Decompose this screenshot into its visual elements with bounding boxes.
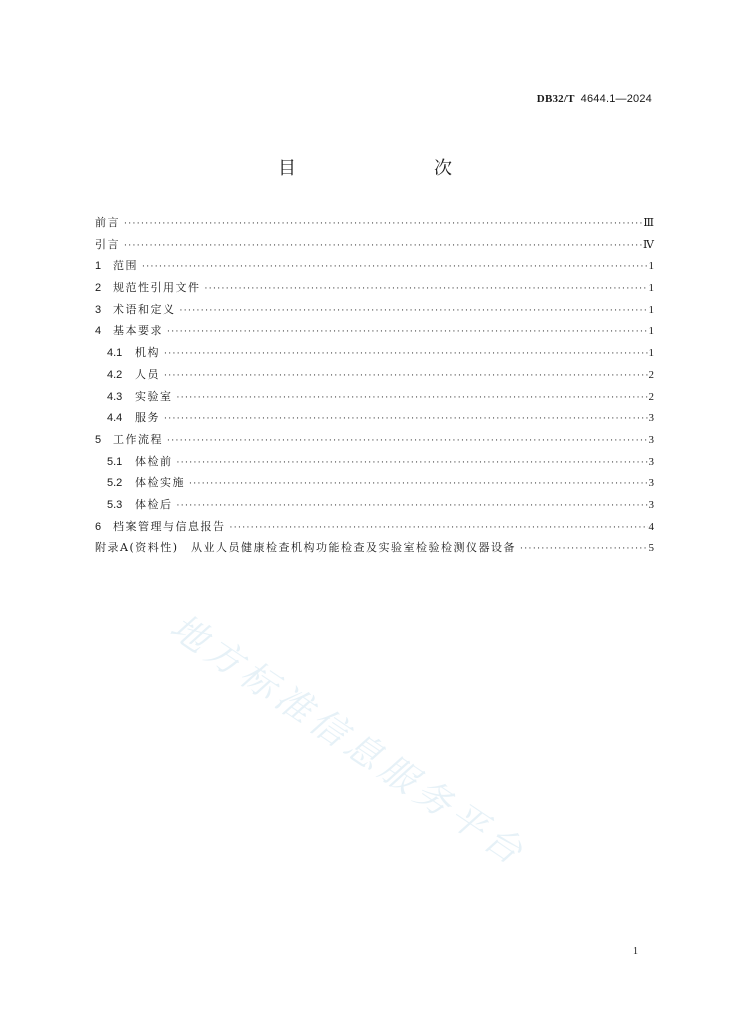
document-code bbox=[537, 93, 652, 105]
toc-leader-dots bbox=[167, 327, 648, 337]
toc-entry[interactable] bbox=[95, 236, 654, 258]
toc-entry-number: 3 bbox=[95, 303, 102, 316]
watermark: 地方标准信息服务平台 bbox=[162, 606, 534, 876]
toc-entry-number: 4.2 bbox=[107, 368, 123, 381]
toc-entry[interactable] bbox=[95, 474, 654, 496]
toc-leader-dots bbox=[167, 436, 648, 446]
toc-entry[interactable] bbox=[95, 214, 654, 236]
toc-leader-dots bbox=[177, 458, 648, 468]
toc-entry-label: 实验室 bbox=[135, 389, 173, 403]
table-of-contents bbox=[95, 214, 654, 561]
toc-entry-page: 3 bbox=[648, 433, 654, 446]
page-number: 1 bbox=[633, 946, 638, 957]
toc-leader-dots bbox=[164, 349, 648, 359]
toc-entry-page: Ⅲ bbox=[643, 217, 654, 229]
toc-entry-label: 基本要求 bbox=[113, 324, 163, 338]
toc-entry-label: 机构 bbox=[135, 346, 160, 360]
toc-entry-label: 体检前 bbox=[135, 454, 173, 468]
toc-entry-number: 5.3 bbox=[107, 498, 123, 511]
toc-entry-page: 5 bbox=[648, 542, 654, 555]
toc-entry-label: 服务 bbox=[135, 411, 160, 425]
toc-entry-page: 4 bbox=[648, 520, 654, 533]
toc-entry-page: 1 bbox=[648, 347, 654, 360]
toc-leader-dots bbox=[124, 219, 642, 229]
toc-entry[interactable] bbox=[95, 279, 654, 301]
toc-leader-dots bbox=[520, 544, 647, 554]
toc-entry-label: 档案管理与信息报告 bbox=[113, 519, 226, 533]
toc-entry[interactable] bbox=[95, 322, 654, 344]
toc-entry-label: 体检后 bbox=[135, 497, 173, 511]
toc-entry-label: 人员 bbox=[135, 367, 160, 381]
toc-entry[interactable] bbox=[95, 257, 654, 279]
toc-entry-number: 4.4 bbox=[107, 412, 123, 425]
toc-entry-page: 3 bbox=[648, 477, 654, 490]
toc-entry-number: 2 bbox=[95, 282, 102, 295]
toc-entry-label: 术语和定义 bbox=[113, 302, 176, 316]
toc-entry-number: 5 bbox=[95, 433, 102, 446]
toc-entry-page: 2 bbox=[648, 368, 654, 381]
toc-leader-dots bbox=[189, 479, 648, 489]
page-title: 目 次 bbox=[278, 158, 486, 179]
toc-entry[interactable] bbox=[95, 344, 654, 366]
toc-entry-number: 1 bbox=[95, 260, 102, 273]
toc-entry-page: Ⅳ bbox=[643, 238, 654, 251]
toc-entry[interactable] bbox=[95, 366, 654, 388]
document-code-prefix: DB32/T bbox=[536, 93, 575, 105]
toc-entry-label: 工作流程 bbox=[113, 432, 163, 446]
toc-entry-label: 范围 bbox=[113, 259, 138, 273]
toc-entry-page: 3 bbox=[648, 455, 654, 468]
toc-entry-page: 1 bbox=[648, 303, 654, 316]
toc-leader-dots bbox=[177, 393, 648, 403]
toc-entry-number: 4.1 bbox=[107, 347, 123, 360]
toc-entry-label: 体检实施 bbox=[135, 476, 185, 490]
toc-leader-dots bbox=[142, 262, 648, 272]
toc-entry-label: 附录A(资料性) 从业人员健康检查机构功能检查及实验室检验检测仪器设备 bbox=[95, 541, 517, 555]
toc-entry[interactable] bbox=[95, 539, 654, 561]
toc-entry[interactable] bbox=[95, 431, 654, 453]
toc-leader-dots bbox=[180, 306, 648, 316]
toc-entry[interactable] bbox=[95, 453, 654, 475]
toc-entry[interactable] bbox=[95, 518, 654, 540]
toc-leader-dots bbox=[124, 241, 642, 251]
toc-entry-page: 1 bbox=[648, 325, 654, 338]
toc-leader-dots bbox=[230, 523, 648, 533]
toc-entry[interactable] bbox=[95, 301, 654, 323]
toc-entry-page: 1 bbox=[648, 260, 654, 273]
toc-entry-page: 3 bbox=[648, 498, 654, 511]
toc-entry[interactable] bbox=[95, 409, 654, 431]
toc-entry-label: 前言 bbox=[95, 216, 120, 229]
toc-leader-dots bbox=[164, 371, 648, 381]
toc-entry-number: 5.1 bbox=[107, 455, 123, 468]
toc-entry-number: 4 bbox=[95, 325, 102, 338]
toc-entry-page: 2 bbox=[648, 390, 654, 403]
toc-entry-page: 1 bbox=[648, 282, 654, 295]
toc-leader-dots bbox=[164, 414, 648, 424]
toc-leader-dots bbox=[177, 501, 648, 511]
toc-entry-label: 规范性引用文件 bbox=[113, 281, 201, 295]
document-code-number: 4644.1—2024 bbox=[580, 93, 652, 105]
toc-leader-dots bbox=[205, 284, 648, 294]
toc-entry-number: 5.2 bbox=[107, 477, 123, 490]
toc-entry[interactable] bbox=[95, 496, 654, 518]
toc-entry-label: 引言 bbox=[95, 237, 120, 251]
toc-entry-number: 4.3 bbox=[107, 390, 123, 403]
toc-entry[interactable] bbox=[95, 388, 654, 410]
toc-entry-number: 6 bbox=[95, 520, 102, 533]
toc-entry-page: 3 bbox=[648, 412, 654, 425]
